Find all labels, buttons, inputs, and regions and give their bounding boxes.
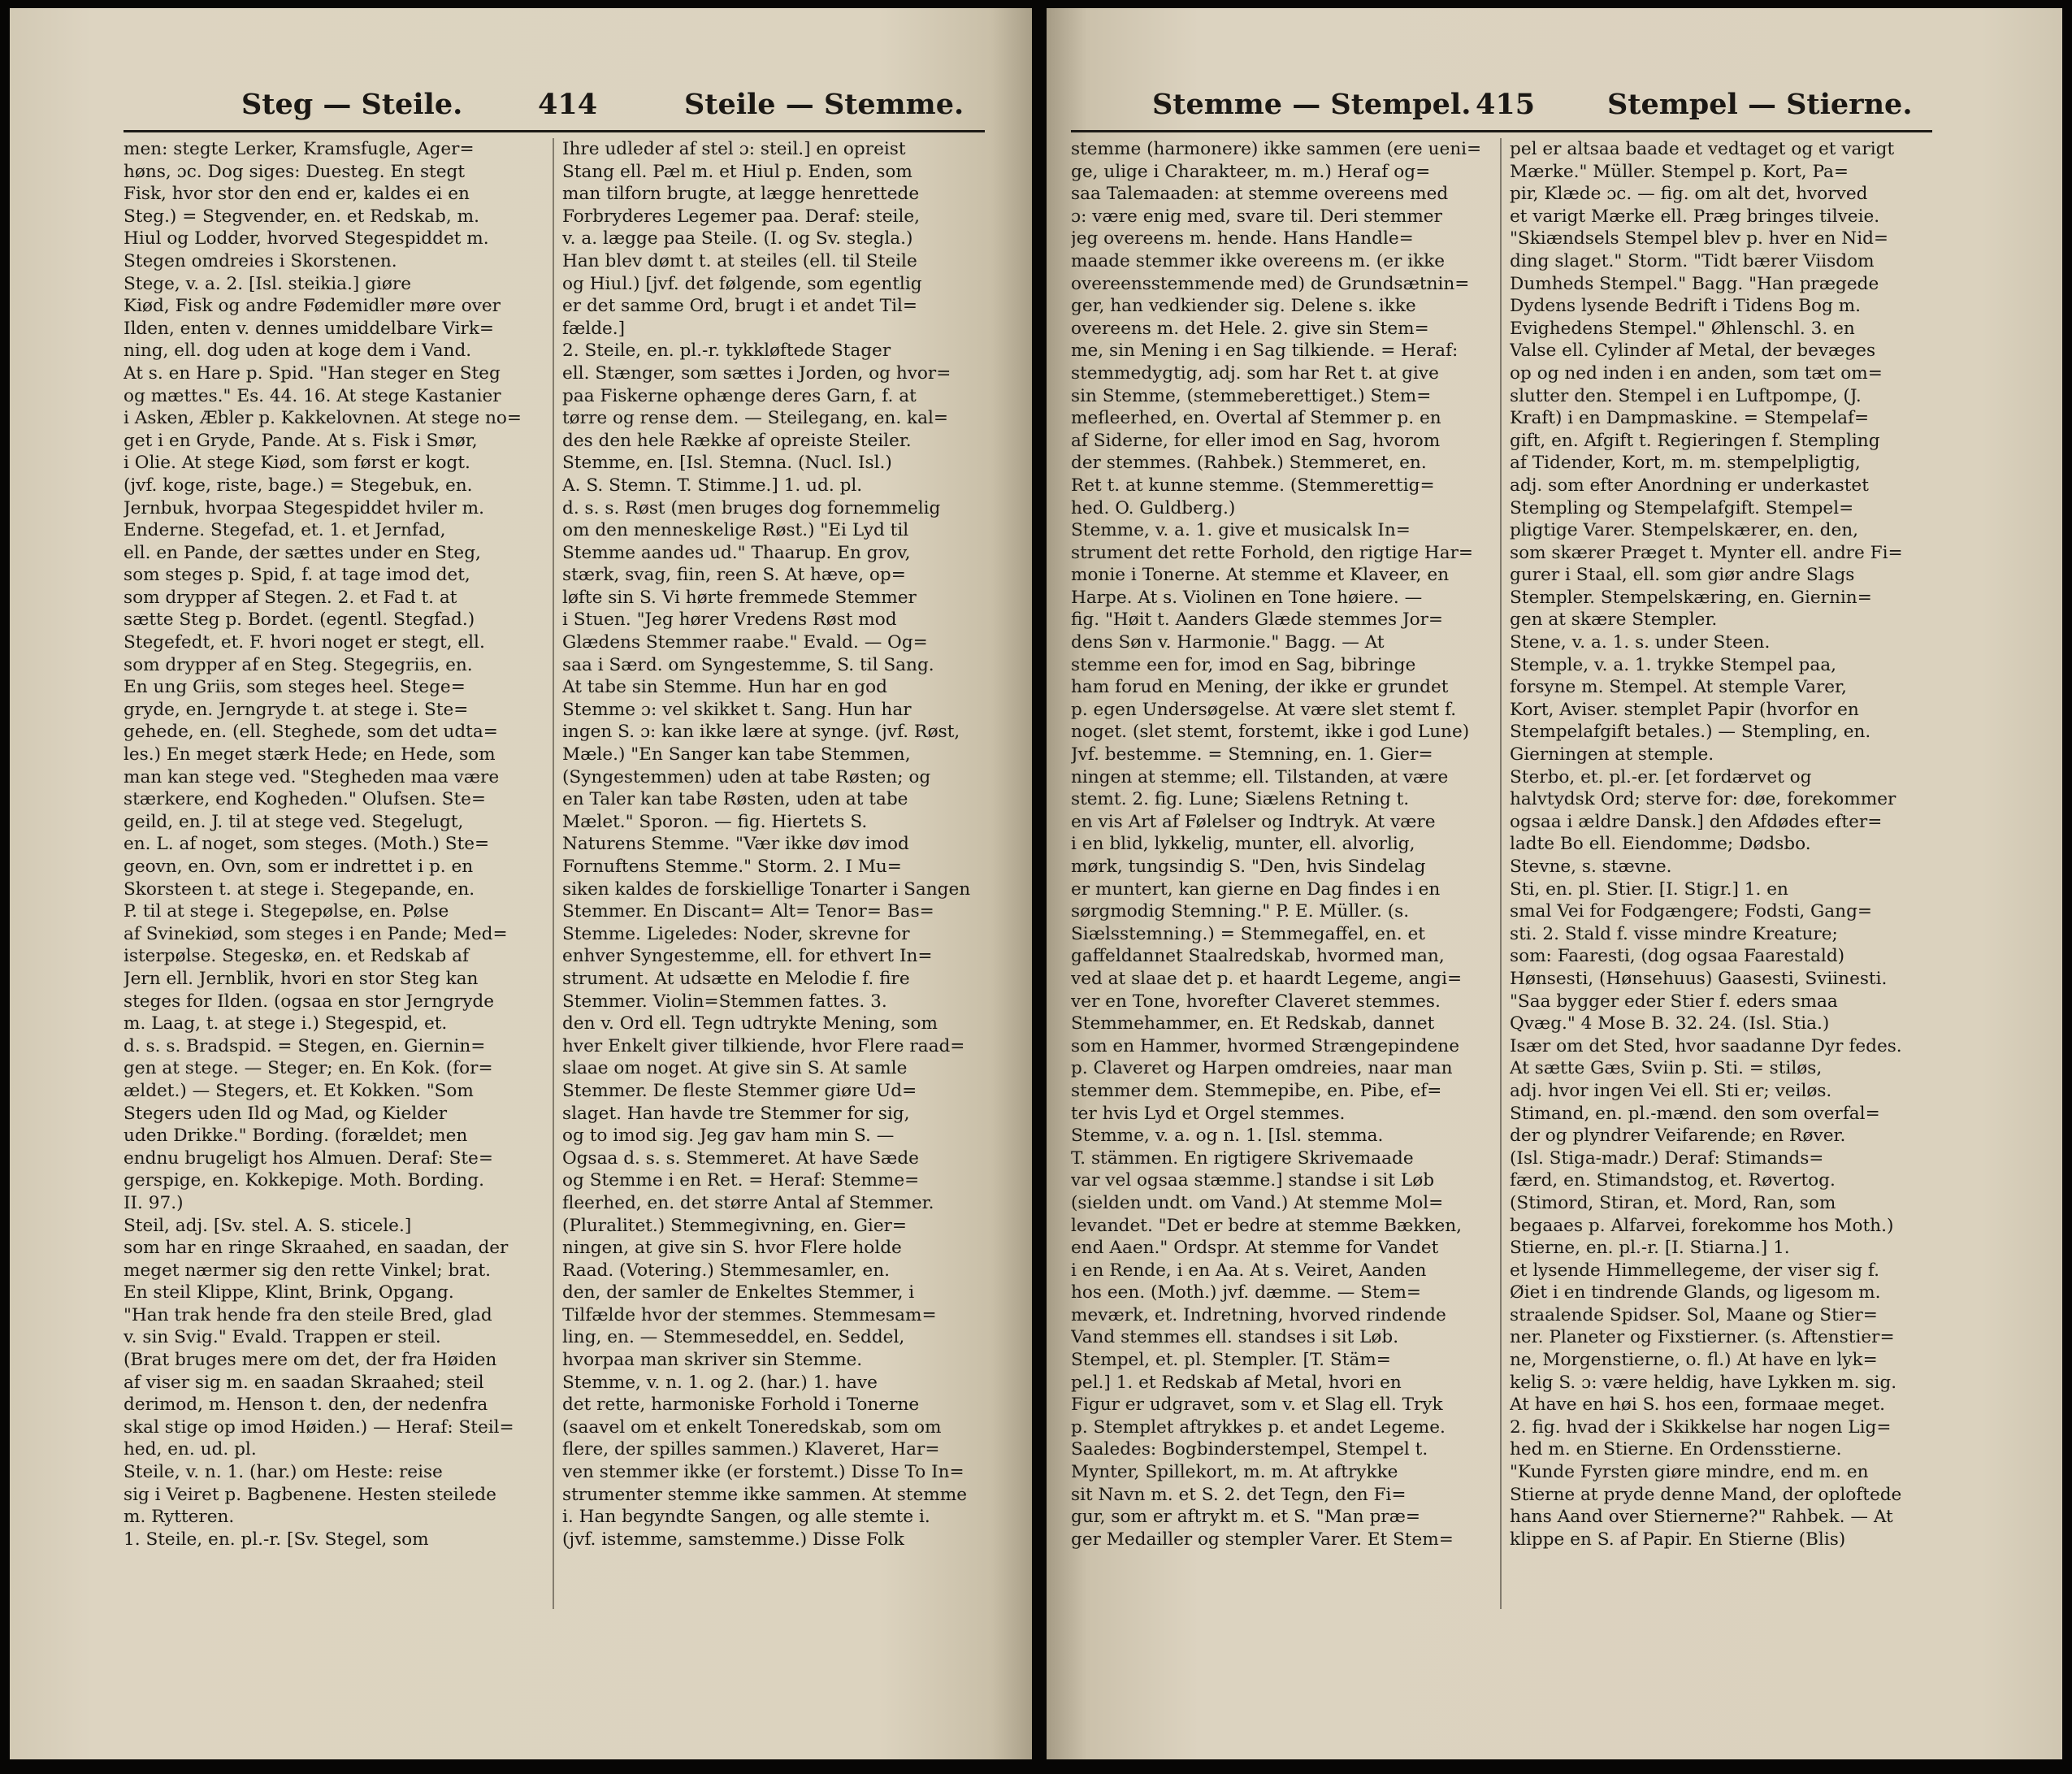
text-line: men: stegte Lerker, Kramsfugle, Ager= [124,139,475,159]
text-line: meget nærmer sig den rette Vinkel; brat. [124,1260,492,1281]
text-line: Mynter, Spillekort, m. m. At aftrykke [1071,1462,1398,1483]
text-line: ning, ell. dog uden at koge dem i Vand. [124,340,472,362]
text-line: hos een. (Moth.) jvf. dæmme. — Stem= [1071,1282,1422,1303]
text-line: (jvf. istemme, samstemme.) Disse Folk [562,1529,904,1550]
text-line: af viser sig m. en saadan Skraahed; steil [124,1372,484,1393]
text-line: af Siderne, for eller imod en Sag, hvorom [1071,430,1441,451]
text-line: Siælsstemning.) = Stemmegaffel, en. et [1071,923,1425,944]
text-line: (Isl. Stiga-madr.) Deraf: Stimands= [1510,1147,1824,1169]
text-column [124,138,538,1551]
text-line: paa Fiskerne ophænge deres Garn, f. at [562,385,917,406]
text-line: d. s. s. Røst (men bruges dog fornemmelig [562,497,941,518]
text-line: gehede, en. (ell. Steghede, som det udta= [124,722,498,743]
text-line: i. Han begyndte Sangen, og alle stemte i. [562,1507,930,1528]
text-line: Harpe. At s. Violinen en Tone høiere. — [1071,587,1423,608]
text-line: Skorsteen t. at stege i. Stegepande, en. [124,878,475,900]
text-line: Stempel, et. pl. Stempler. [T. Stäm= [1071,1350,1391,1371]
text-line: Stempling og Stempelafgift. Stempel= [1510,497,1854,518]
text-line: pligtige Varer. Stempelskærer, en. den, [1510,520,1859,541]
text-line: ger, han vedkiender sig. Delene s. ikke [1071,296,1416,317]
text-line: Stemme, v. n. 1. og 2. (har.) 1. have [562,1372,878,1393]
text-line: Stevne, s. stævne. [1510,857,1672,877]
text-line: jeg overeens m. hende. Hans Handle= [1071,228,1414,249]
text-line: man tilforn brugte, at lægge henrettede [562,184,920,205]
text-line: Stemmehammer, en. Et Redskab, dannet [1071,1013,1435,1034]
text-line: gryde, en. Jerngryde t. at stege i. Ste= [124,699,469,720]
text-line: hed. O. Guldberg.) [1071,497,1236,518]
text-line: hed, en. ud. pl. [124,1439,257,1460]
text-line: p. Stemplet aftrykkes p. et andet Legeme. [1071,1416,1446,1438]
text-line: Jvf. bestemme. = Stemning, en. 1. Gier= [1071,744,1433,766]
text-line: Sterbo, et. pl.-er. [et fordærvet og [1510,766,1812,787]
text-line: Stegen omdreies i Skorstenen. [124,250,397,271]
text-line: "Han trak hende fra den steile Bred, glad [124,1304,492,1325]
text-line: isterpølse. Stegeskø, en. et Redskab af [124,946,470,967]
text-line: Jernbuk, hvorpaa Stegespiddet hviler m. [124,497,484,518]
text-line: noget. (slet stemt, forstemt, ikke i god Lune) [1071,722,1470,743]
text-line: enhver Syngestemme, ell. for ethvert In= [562,946,933,967]
text-line: les.) En meget stærk Hede; en Hede, som [124,744,496,766]
text-line: v. a. lægge paa Steile. (I. og Sv. stegla.) [562,228,913,249]
text-line: i Asken, Æbler p. Kakkelovnen. At stege no= [124,408,522,429]
text-line: halvtydsk Ord; sterve for: døe, forekommer [1510,789,1896,810]
text-line: Steg.) = Stegvender, en. et Redskab, m. [124,206,479,227]
text-line: i Olie. At stege Kiød, som først er kogt. [124,453,470,474]
text-line: ne, Morgenstierne, o. fl.) At have en lyk= [1510,1350,1878,1371]
text-line: ver en Tone, hvorefter Claveret stemmes. [1071,991,1441,1012]
text-line: smal Vei for Fodgængere; Fodsti, Gang= [1510,901,1873,922]
text-line: (Stimord, Stiran, et. Mord, Ran, som [1510,1192,1836,1213]
text-line: end Aaen." Ordspr. At stemme for Vandet [1071,1238,1439,1259]
running-head-right [1047,80,2062,128]
right-page [1047,8,2062,1759]
text-line: strumenter stemme ikke sammen. At stemme [562,1484,967,1505]
text-line: ven stemmer ikke (er forstemt.) Disse To In= [562,1462,964,1483]
text-line: en vis Art af Følelser og Indtryk. At være [1071,811,1436,832]
text-line: geovn, en. Ovn, som er indrettet i p. en [124,857,474,877]
header-rule [1071,130,1932,132]
text-line: Stemmer. Violin=Stemmen fattes. 3. [562,991,887,1012]
text-line: sti. 2. Stald f. visse mindre Kreature; [1510,923,1838,944]
text-line: det rette, harmoniske Forhold i Tonerne [562,1394,920,1416]
text-line: 2. Steile, en. pl.-r. tykkløftede Stager [562,340,891,362]
text-line: Især om det Sted, hvor saadanne Dyr fedes. [1510,1035,1902,1056]
text-line: maade stemmer ikke overeens m. (er ikke [1071,250,1446,271]
text-line: om den menneskelige Røst.) "Ei Lyd til [562,520,909,541]
text-line: ter hvis Lyd et Orgel stemmes. [1071,1103,1346,1124]
text-line: straalende Spidser. Sol, Maane og Stier= [1510,1304,1878,1325]
text-line: en Taler kan tabe Røsten, uden at tabe [562,789,908,810]
text-line: ladte Bo ell. Eiendomme; Dødsbo. [1510,834,1811,855]
text-line: gurer i Staal, ell. som giør andre Slags [1510,565,1855,586]
text-line: me, sin Mening i en Sag tilkiende. = Heraf: [1071,340,1459,362]
text-line: Stierne at pryde denne Mand, der oploftede [1510,1484,1902,1505]
text-line: Stemme. Ligeledes: Noder, skrevne for [562,923,910,944]
text-line: Saaledes: Bogbinderstempel, Stempel t. [1071,1439,1428,1460]
text-line: Glædens Stemmer raabe." Evald. — Og= [562,632,928,653]
text-line: m. Laag, t. at stege i.) Stegespid, et. [124,1013,448,1034]
text-line: Steile, v. n. 1. (har.) om Heste: reise [124,1462,443,1483]
text-line: dens Søn v. Harmonie." Bagg. — At [1071,632,1385,653]
text-line: Stang ell. Pæl m. et Hiul p. Enden, som [562,161,912,182]
text-line: saa i Særd. om Syngestemme, S. til Sang. [562,654,934,675]
text-line: endnu brugeligt hos Almuen. Deraf: Ste= [124,1147,493,1169]
text-line: mørk, tungsindig S. "Den, hvis Sindelag [1071,857,1426,877]
text-line: Stempelafgift betales.) — Stempling, en. [1510,722,1871,743]
text-line: En steil Klippe, Klint, Brink, Opgang. [124,1282,454,1303]
text-line: 1. Steile, en. pl.-r. [Sv. Stegel, som [124,1529,429,1550]
text-line: stærkere, end Kogheden." Olufsen. Ste= [124,789,487,810]
text-line: Tilfælde hvor der stemmes. Stemmesam= [562,1304,937,1325]
column-divider [1500,138,1502,1609]
text-line: Stemme, v. a. 1. give et musicalsk In= [1071,520,1411,541]
text-line: Stemple, v. a. 1. trykke Stempel paa, [1510,654,1836,675]
text-line: Stempler. Stempelskæring, en. Giernin= [1510,587,1872,608]
text-line: stemme (harmonere) ikke sammen (ere ueni= [1071,139,1482,159]
text-line: (sielden undt. om Vand.) At stemme Mol= [1071,1192,1444,1213]
text-line: des den hele Række af opreiste Steiler. [562,430,912,451]
text-line: ningen at stemme; ell. Tilstanden, at være [1071,766,1449,787]
text-line: Øiet i en tindrende Glands, og ligesom m. [1510,1282,1881,1303]
text-line: Gierningen at stemple. [1510,744,1714,766]
text-line: mefleerhed, en. Overtal af Stemmer p. en [1071,408,1441,429]
text-line: og mættes." Es. 44. 16. At stege Kastanier [124,385,501,406]
text-line: sørgmodig Stemning." P. E. Müller. (s. [1071,901,1410,922]
text-line: Naturens Stemme. "Vær ikke døv imod [562,834,909,855]
text-line: klippe en S. af Papir. En Stierne (Blis) [1510,1529,1846,1550]
left-page [10,8,1032,1759]
text-line: P. til at stege i. Stegepølse, en. Pølse [124,901,449,922]
text-line: Ogsaa d. s. s. Stemmeret. At have Sæde [562,1147,919,1169]
text-line: og Stemme i en Ret. = Heraf: Stemme= [562,1170,920,1191]
text-line: ger Medailler og stempler Varer. Et Stem= [1071,1529,1454,1550]
text-line: ner. Planeter og Fixstierner. (s. Aftenstier= [1510,1327,1895,1348]
text-line: At sætte Gæs, Sviin p. Sti. = stiløs, [1510,1058,1823,1079]
header-right-keyword: Stempel — Stierne. [1607,88,1913,121]
text-line: II. 97.) [124,1192,184,1213]
text-line: gen at skære Stempler. [1510,609,1718,631]
text-line: "Kunde Fyrsten giøre mindre, end m. en [1510,1462,1869,1483]
header-left-keyword: Stemme — Stempel. [1152,88,1472,121]
text-line: som steges p. Spid, f. at tage imod det, [124,565,470,586]
text-line: Mærke." Müller. Stempel p. Kort, Pa= [1510,161,1849,182]
text-line: Stierne, en. pl.-r. [I. Stiarna.] 1. [1510,1238,1790,1259]
text-line: der stemmes. (Rahbek.) Stemmeret, en. [1071,453,1427,474]
page-number: 414 [538,88,598,121]
text-line: op og ned inden i en anden, som tæt om= [1510,362,1883,384]
text-line: meværk, et. Indretning, hvorved rindende [1071,1304,1446,1325]
text-line: som drypper af Stegen. 2. et Fad t. at [124,587,457,608]
text-line: get i en Gryde, Pande. At s. Fisk i Smør, [124,430,478,451]
text-line: færd, en. Stimandstog, et. Røvertog. [1510,1170,1836,1191]
text-line: Evighedens Stempel." Øhlenschl. 3. en [1510,318,1855,339]
text-line: ell. Stænger, som sættes i Jorden, og hvor= [562,362,951,384]
text-line: af Svinekiød, som steges i en Pande; Med= [124,923,508,944]
text-line: steges for Ilden. (ogsaa en stor Jerngryde [124,991,494,1012]
text-line: hver Enkelt giver tilkiende, hvor Flere raad= [562,1035,965,1056]
text-line: derimod, m. Henson t. den, der nedenfra [124,1394,488,1416]
text-line: fig. "Høit t. Aanders Glæde stemmes Jor= [1071,609,1444,631]
text-line: flere, der spilles sammen.) Klaveret, Har= [562,1439,940,1460]
text-line: p. egen Undersøgelse. At være slet stemt f. [1071,699,1457,720]
text-line: Kort, Aviser. stemplet Papir (hvorfor en [1510,699,1859,720]
text-line: strument. At udsætte en Melodie f. fire [562,968,910,989]
text-line: skal stige op imod Høiden.) — Heraf: Steil= [124,1416,514,1438]
header-right-keyword: Steile — Stemme. [684,88,964,121]
text-line: Stimand, en. pl.-mænd. den som overfal= [1510,1103,1880,1124]
text-line: (jvf. koge, riste, bage.) = Stegebuk, en. [124,475,473,496]
text-line: stemmedygtig, adj. som har Ret t. at give [1071,362,1439,384]
text-line: Qvæg." 4 Mose B. 32. 24. (Isl. Stia.) [1510,1013,1830,1034]
text-line: sig i Veiret p. Bagbenene. Hesten steilede [124,1484,496,1505]
text-line: "Skiændsels Stempel blev p. hver en Nid= [1510,228,1889,249]
text-line: stemme een for, imod en Sag, bibringe [1071,654,1416,675]
text-line: Stemme ɔ: vel skikket t. Sang. Hun har [562,699,912,720]
text-line: (Pluralitet.) Stemmegivning, en. Gier= [562,1215,908,1236]
text-line: Fornuftens Stemme." Storm. 2. I Mu= [562,857,902,877]
text-line: (Syngestemmen) uden at tabe Røsten; og [562,766,931,787]
text-line: hans Aand over Stiernerne?" Rahbek. — At [1510,1507,1893,1528]
text-line: fælde.] [562,318,626,339]
text-column [1071,138,1485,1551]
text-line: Han blev dømt t. at steiles (ell. til Steile [562,250,917,271]
text-line: d. s. s. Bradspid. = Stegen, en. Giernin= [124,1035,486,1056]
text-line: 2. fig. hvad der i Skikkelse har nogen Lig= [1510,1416,1892,1438]
text-line: pel.] 1. et Redskab af Metal, hvori en [1071,1372,1402,1393]
text-line: strument det rette Forhold, den rigtige Har= [1071,542,1474,563]
text-line: stærk, svag, fiin, reen S. At hæve, op= [562,565,906,586]
text-line: løfte sin S. Vi hørte fremmede Stemmer [562,587,917,608]
text-line: forsyne m. Stempel. At stemple Varer, [1510,677,1847,698]
text-line: Dumheds Stempel." Bagg. "Han prægede [1510,273,1879,294]
text-line: høns, ɔc. Dog siges: Duesteg. En stegt [124,161,466,182]
text-line: begaaes p. Alfarvei, forekomme hos Moth.) [1510,1215,1894,1236]
text-line: "Saa bygger eder Stier f. eders smaa [1510,991,1838,1012]
text-line: kelig S. ɔ: være heldig, have Lykken m. sig. [1510,1372,1897,1393]
text-line: uden Drikke." Bording. (forældet; men [124,1126,468,1147]
text-line: slaae om noget. At give sin S. At samle [562,1058,908,1079]
text-line: som en Hammer, hvormed Strængepindene [1071,1035,1459,1056]
text-line: og to imod sig. Jeg gav ham min S. — [562,1126,895,1147]
text-line: Steil, adj. [Sv. stel. A. S. sticele.] [124,1215,412,1236]
text-line: ell. en Pande, der sættes under en Steg, [124,542,481,563]
text-line: En ung Griis, som steges heel. Stege= [124,677,466,698]
text-line: sin Stemme, (stemmeberettiget.) Stem= [1071,385,1432,406]
text-line: ældet.) — Stegers, et. Et Kokken. "Som [124,1080,474,1101]
text-line: Stege, v. a. 2. [Isl. steikia.] giøre [124,273,411,294]
text-line: v. sin Svig." Evald. Trappen er steil. [124,1327,441,1348]
text-line: adj. hvor ingen Vei ell. Sti er; veiløs. [1510,1080,1832,1101]
running-head-left [10,80,1032,128]
text-line: Stemmer. De fleste Stemmer giøre Ud= [562,1080,917,1101]
text-line: Kraft) i en Dampmaskine. = Stempelaf= [1510,408,1870,429]
text-line: gur, som er aftrykt m. et S. "Man præ= [1071,1507,1420,1528]
text-line: m. Rytteren. [124,1507,235,1528]
text-line: pel er altsaa baade et vedtaget og et varigt [1510,139,1895,159]
text-line: som har en ringe Skraahed, en saadan, der [124,1238,509,1259]
text-line: stemmer dem. Stemmepibe, en. Pibe, ef= [1071,1080,1442,1101]
text-line: Stemme aandes ud." Thaarup. En grov, [562,542,911,563]
text-column [1510,138,1924,1551]
text-line: monie i Tonerne. At stemme et Klaveer, en [1071,565,1450,586]
text-line: ham forud en Mening, der ikke er grundet [1071,677,1449,698]
text-line: Figur er udgravet, som v. et Slag ell. Tryk [1071,1394,1443,1416]
text-line: ling, en. — Stemmeseddel, en. Seddel, [562,1327,905,1348]
text-line: den v. Ord ell. Tegn udtrykte Mening, som [562,1013,938,1034]
text-line: gerspige, en. Kokkepige. Moth. Bording. [124,1170,484,1191]
text-line: T. stämmen. En rigtigere Skrivemaade [1071,1147,1414,1169]
text-line: Vand stemmes ell. standses i sit Løb. [1071,1327,1399,1348]
text-line: Stemmer. En Discant= Alt= Tenor= Bas= [562,901,934,922]
text-line: Dydens lysende Bedrift i Tidens Bog m. [1510,296,1861,317]
text-line: i Stuen. "Jeg hører Vredens Røst mod [562,609,897,631]
text-line: At s. en Hare p. Spid. "Han steger en Steg [124,362,501,384]
text-line: ved at slaae det p. et haardt Legeme, angi= [1071,968,1463,989]
text-line: et varigt Mærke ell. Præg bringes tilveie. [1510,206,1880,227]
text-line: sit Navn m. et S. 2. det Tegn, den Fi= [1071,1484,1407,1505]
text-line: hvorpaa man skriver sin Stemme. [562,1350,863,1371]
text-line: i en Rende, i en Aa. At s. Veiret, Aanden [1071,1260,1427,1281]
text-line: Raad. (Votering.) Stemmesamler, en. [562,1260,890,1281]
text-line: stemt. 2. fig. Lune; Siælens Retning t. [1071,789,1410,810]
text-line: At tabe sin Stemme. Hun har en god [562,677,887,698]
text-line: Stegefedt, et. F. hvori noget er stegt, ell. [124,632,485,653]
text-line: ingen S. ɔ: kan ikke lære at synge. (jvf. Røst, [562,722,960,743]
text-line: gaffeldannet Staalredskab, hvormed man, [1071,946,1445,967]
text-line: der og plyndrer Veifarende; en Røver. [1510,1126,1846,1147]
text-line: pir, Klæde ɔc. — fig. om alt det, hvorved [1510,184,1868,205]
text-line: Hønsesti, (Hønsehuus) Gaasesti, Sviinesti. [1510,968,1888,989]
text-line: Ilden, enten v. dennes umiddelbare Virk= [124,318,494,339]
text-line: Ret t. at kunne stemme. (Stemmerettig= [1071,475,1435,496]
text-line: som skærer Præget t. Mynter ell. andre Fi= [1510,542,1903,563]
text-line: og Hiul.) [jvf. det følgende, som egentlig [562,273,922,294]
text-line: af Tidender, Kort, m. m. stempelpligtig, [1510,453,1861,474]
text-line: slutter den. Stempel i en Luftpompe, (J. [1510,385,1862,406]
text-line: Ihre udleder af stel ɔ: steil.] en opreist [562,139,906,159]
text-line: p. Claveret og Harpen omdreies, naar man [1071,1058,1453,1079]
text-line: (saavel om et enkelt Toneredskab, som om [562,1416,942,1438]
text-line: Valse ell. Cylinder af Metal, der bevæges [1510,340,1876,362]
text-line: ogsaa i ældre Dansk.] den Afdødes efter= [1510,811,1883,832]
text-line: Enderne. Stegefad, et. 1. et Jernfad, [124,520,446,541]
text-line: Stene, v. a. 1. s. under Steen. [1510,632,1771,653]
page-number: 415 [1476,88,1536,121]
text-line: fleerhed, en. det større Antal af Stemmer. [562,1192,934,1213]
text-line: Forbryderes Legemer paa. Deraf: steile, [562,206,920,227]
text-line: gift, en. Afgift t. Regieringen f. Stempling [1510,430,1880,451]
text-line: ding slaget." Storm. "Tidt bærer Viisdom [1510,250,1875,271]
text-line: Stegers uden Ild og Mad, og Kielder [124,1103,448,1124]
text-line: geild, en. J. til at stege ved. Stegelugt, [124,811,464,832]
text-line: som drypper af en Steg. Stegegriis, en. [124,654,473,675]
text-line: i en blid, lykkelig, munter, ell. alvorlig, [1071,834,1415,855]
text-line: man kan stege ved. "Stegheden maa være [124,766,500,787]
text-line: ɔ: være enig med, svare til. Deri stemmer [1071,206,1442,227]
text-line: som: Faaresti, (dog ogsaa Faarestald) [1510,946,1845,967]
text-line: et lysende Himmellegeme, der viser sig f. [1510,1260,1880,1281]
text-line: sætte Steg p. Bordet. (egentl. Stegfad.) [124,609,475,631]
text-line: hed m. en Stierne. En Ordensstierne. [1510,1439,1842,1460]
text-line: ningen, at give sin S. hvor Flere holde [562,1238,902,1259]
text-line: den, der samler de Enkeltes Stemmer, i [562,1282,915,1303]
text-line: Sti, en. pl. Stier. [I. Stigr.] 1. en [1510,878,1788,900]
text-line: ge, ulige i Charakteer, m. m.) Heraf og= [1071,161,1431,182]
text-line: er det samme Ord, brugt i et andet Til= [562,296,917,317]
text-line: Stemme, en. [Isl. Stemna. (Nucl. Isl.) [562,453,892,474]
text-column [562,138,977,1551]
text-line: A. S. Stemn. T. Stimme.] 1. ud. pl. [562,475,863,496]
text-line: Kiød, Fisk og andre Fødemidler møre over [124,296,501,317]
text-line: Fisk, hvor stor den end er, kaldes ei en [124,184,470,205]
column-divider [553,138,554,1609]
text-line: gen at stege. — Steger; en. En Kok. (for= [124,1058,493,1079]
text-line: (Brat bruges mere om det, der fra Høiden [124,1350,497,1371]
text-line: Hiul og Lodder, hvorved Stegespiddet m. [124,228,489,249]
text-line: adj. som efter Anordning er underkastet [1510,475,1869,496]
text-line: Mælet." Sporon. — fig. Hiertets S. [562,811,868,832]
header-left-keyword: Steg — Steile. [241,88,463,121]
text-line: Mæle.) "En Sanger kan tabe Stemmen, [562,744,911,766]
text-line: slaget. Han havde tre Stemmer for sig, [562,1103,910,1124]
text-line: levandet. "Det er bedre at stemme Bækken, [1071,1215,1463,1236]
header-rule [124,130,985,132]
text-line: overeens m. det Hele. 2. give sin Stem= [1071,318,1429,339]
text-line: er muntert, kan gierne en Dag findes i en [1071,878,1441,900]
text-line: siken kaldes de forskiellige Tonarter i Sangen [562,878,971,900]
text-line: saa Talemaaden: at stemme overeens med [1071,184,1449,205]
text-line: var vel ogsaa stæmme.] standse i sit Løb [1071,1170,1435,1191]
text-line: Stemme, v. a. og n. 1. [Isl. stemma. [1071,1126,1384,1147]
text-line: At have en høi S. hos een, formaae meget. [1510,1394,1885,1416]
text-line: Jern ell. Jernblik, hvori en stor Steg kan [124,968,479,989]
text-line: tørre og rense dem. — Steilegang, en. kal= [562,408,949,429]
text-line: overeensstemmende med) de Grundsætnin= [1071,273,1470,294]
text-line: en. L. af noget, som steges. (Moth.) Ste= [124,834,490,855]
